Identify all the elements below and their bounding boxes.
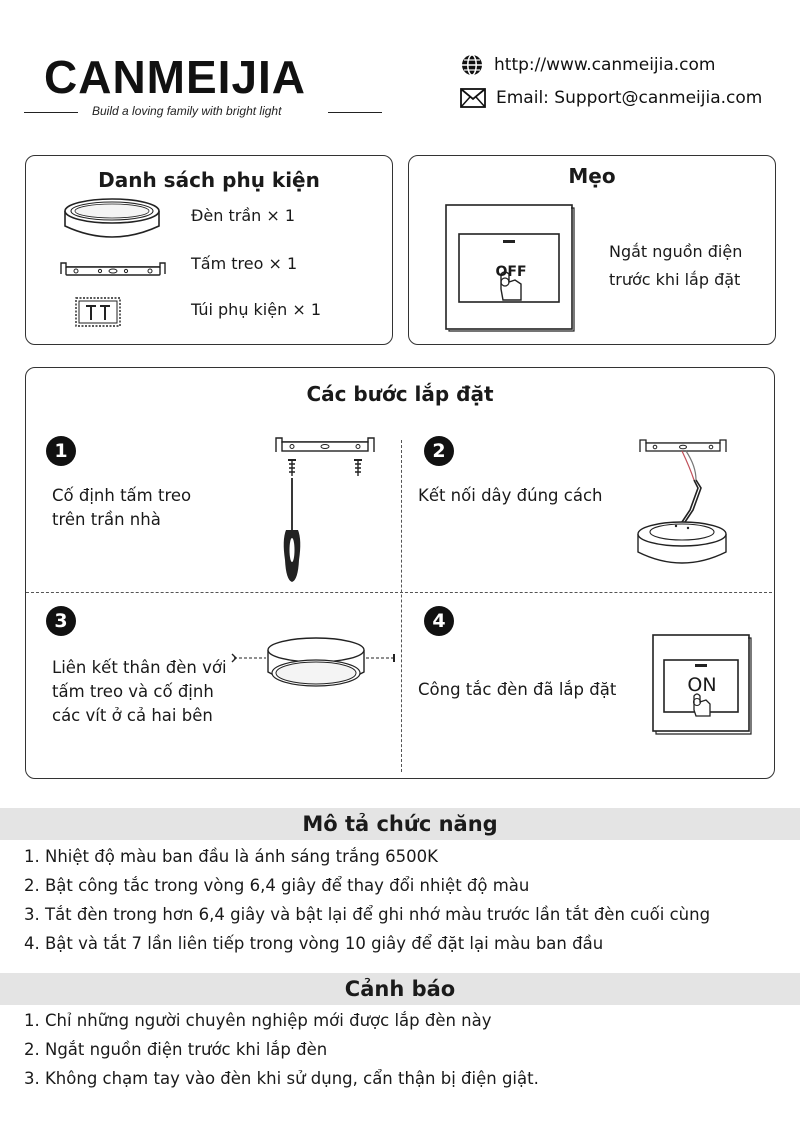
accessory-item: Đèn trần × 1 <box>191 206 296 225</box>
mount-plate-screwdriver-icon <box>272 430 382 590</box>
installation-panel <box>25 367 775 779</box>
accessory-item: Tấm treo × 1 <box>191 254 298 273</box>
warnings-title: Cảnh báo <box>0 973 800 1005</box>
brand-logo: CANMEIJIA <box>44 51 307 103</box>
website-row <box>460 53 716 77</box>
globe-icon <box>460 53 484 77</box>
ceiling-light-icon <box>62 196 162 244</box>
list-item: 4. Bật và tắt 7 lần liên tiếp trong vòng 10 giây để đặt lại màu ban đầu <box>24 934 604 953</box>
step-number: 4 <box>424 606 454 636</box>
step-line: Công tắc đèn đã lắp đặt <box>418 680 617 699</box>
functions-title: Mô tả chức năng <box>0 808 800 840</box>
step-number: 2 <box>424 436 454 466</box>
tip-panel <box>408 155 776 345</box>
divider <box>24 112 78 113</box>
tip-text <box>609 238 742 294</box>
wiring-icon <box>632 434 732 570</box>
step-text <box>418 678 616 702</box>
list-item: 1. Chỉ những người chuyên nghiệp mới được lắp đèn này <box>24 1011 492 1030</box>
email-link[interactable]: Email: Support@canmeijia.com <box>496 88 763 108</box>
step-number: 1 <box>46 436 76 466</box>
tagline: Build a loving family with bright light <box>92 104 282 118</box>
step-line: trên trần nhà <box>52 510 161 529</box>
accessories-title: Danh sách phụ kiện <box>98 168 320 192</box>
step-text <box>52 484 191 532</box>
installation-title: Các bước lắp đặt <box>306 382 494 406</box>
mounting-plate-icon <box>58 258 168 280</box>
tip-line: trước khi lắp đặt <box>609 270 741 289</box>
email-row <box>460 88 762 108</box>
switch-off-label: OFF <box>495 264 527 280</box>
step-number: 3 <box>46 606 76 636</box>
list-item: 3. Tắt đèn trong hơn 6,4 giây và bật lại để ghi nhớ màu trước lần tắt đèn cuối cùng <box>24 905 711 924</box>
lamp-assembly-icon <box>226 632 406 700</box>
step-line: Cố định tấm treo <box>52 486 192 505</box>
list-item: 2. Bật công tắc trong vòng 6,4 giây để thay đổi nhiệt độ màu <box>24 876 530 895</box>
divider <box>26 592 772 593</box>
accessory-item: Túi phụ kiện × 1 <box>191 300 321 319</box>
list-item: 1. Nhiệt độ màu ban đầu là ánh sáng trắng 6500K <box>24 847 438 866</box>
list-item: 3. Không chạm tay vào đèn khi sử dụng, cẩn thận bị điện giật. <box>24 1069 539 1088</box>
step-line: tấm treo và cố định <box>52 682 214 701</box>
divider <box>328 112 382 113</box>
divider <box>401 440 402 772</box>
accessories-panel <box>25 155 393 345</box>
step-line: Kết nối dây đúng cách <box>418 486 603 505</box>
envelope-icon <box>460 88 486 108</box>
step-line: các vít ở cả hai bên <box>52 706 213 725</box>
warnings-list <box>24 1006 539 1093</box>
switch-on-label: ON <box>687 674 717 696</box>
step-line: Liên kết thân đèn với <box>52 658 227 677</box>
tip-line: Ngắt nguồn điện <box>609 242 743 261</box>
tip-title: Mẹo <box>568 164 616 188</box>
step-text <box>418 484 602 508</box>
list-item: 2. Ngắt nguồn điện trước khi lắp đèn <box>24 1040 328 1059</box>
step-text <box>52 656 227 728</box>
functions-list <box>24 842 710 958</box>
website-link[interactable]: http://www.canmeijia.com <box>494 55 716 75</box>
accessory-bag-icon <box>74 296 122 328</box>
